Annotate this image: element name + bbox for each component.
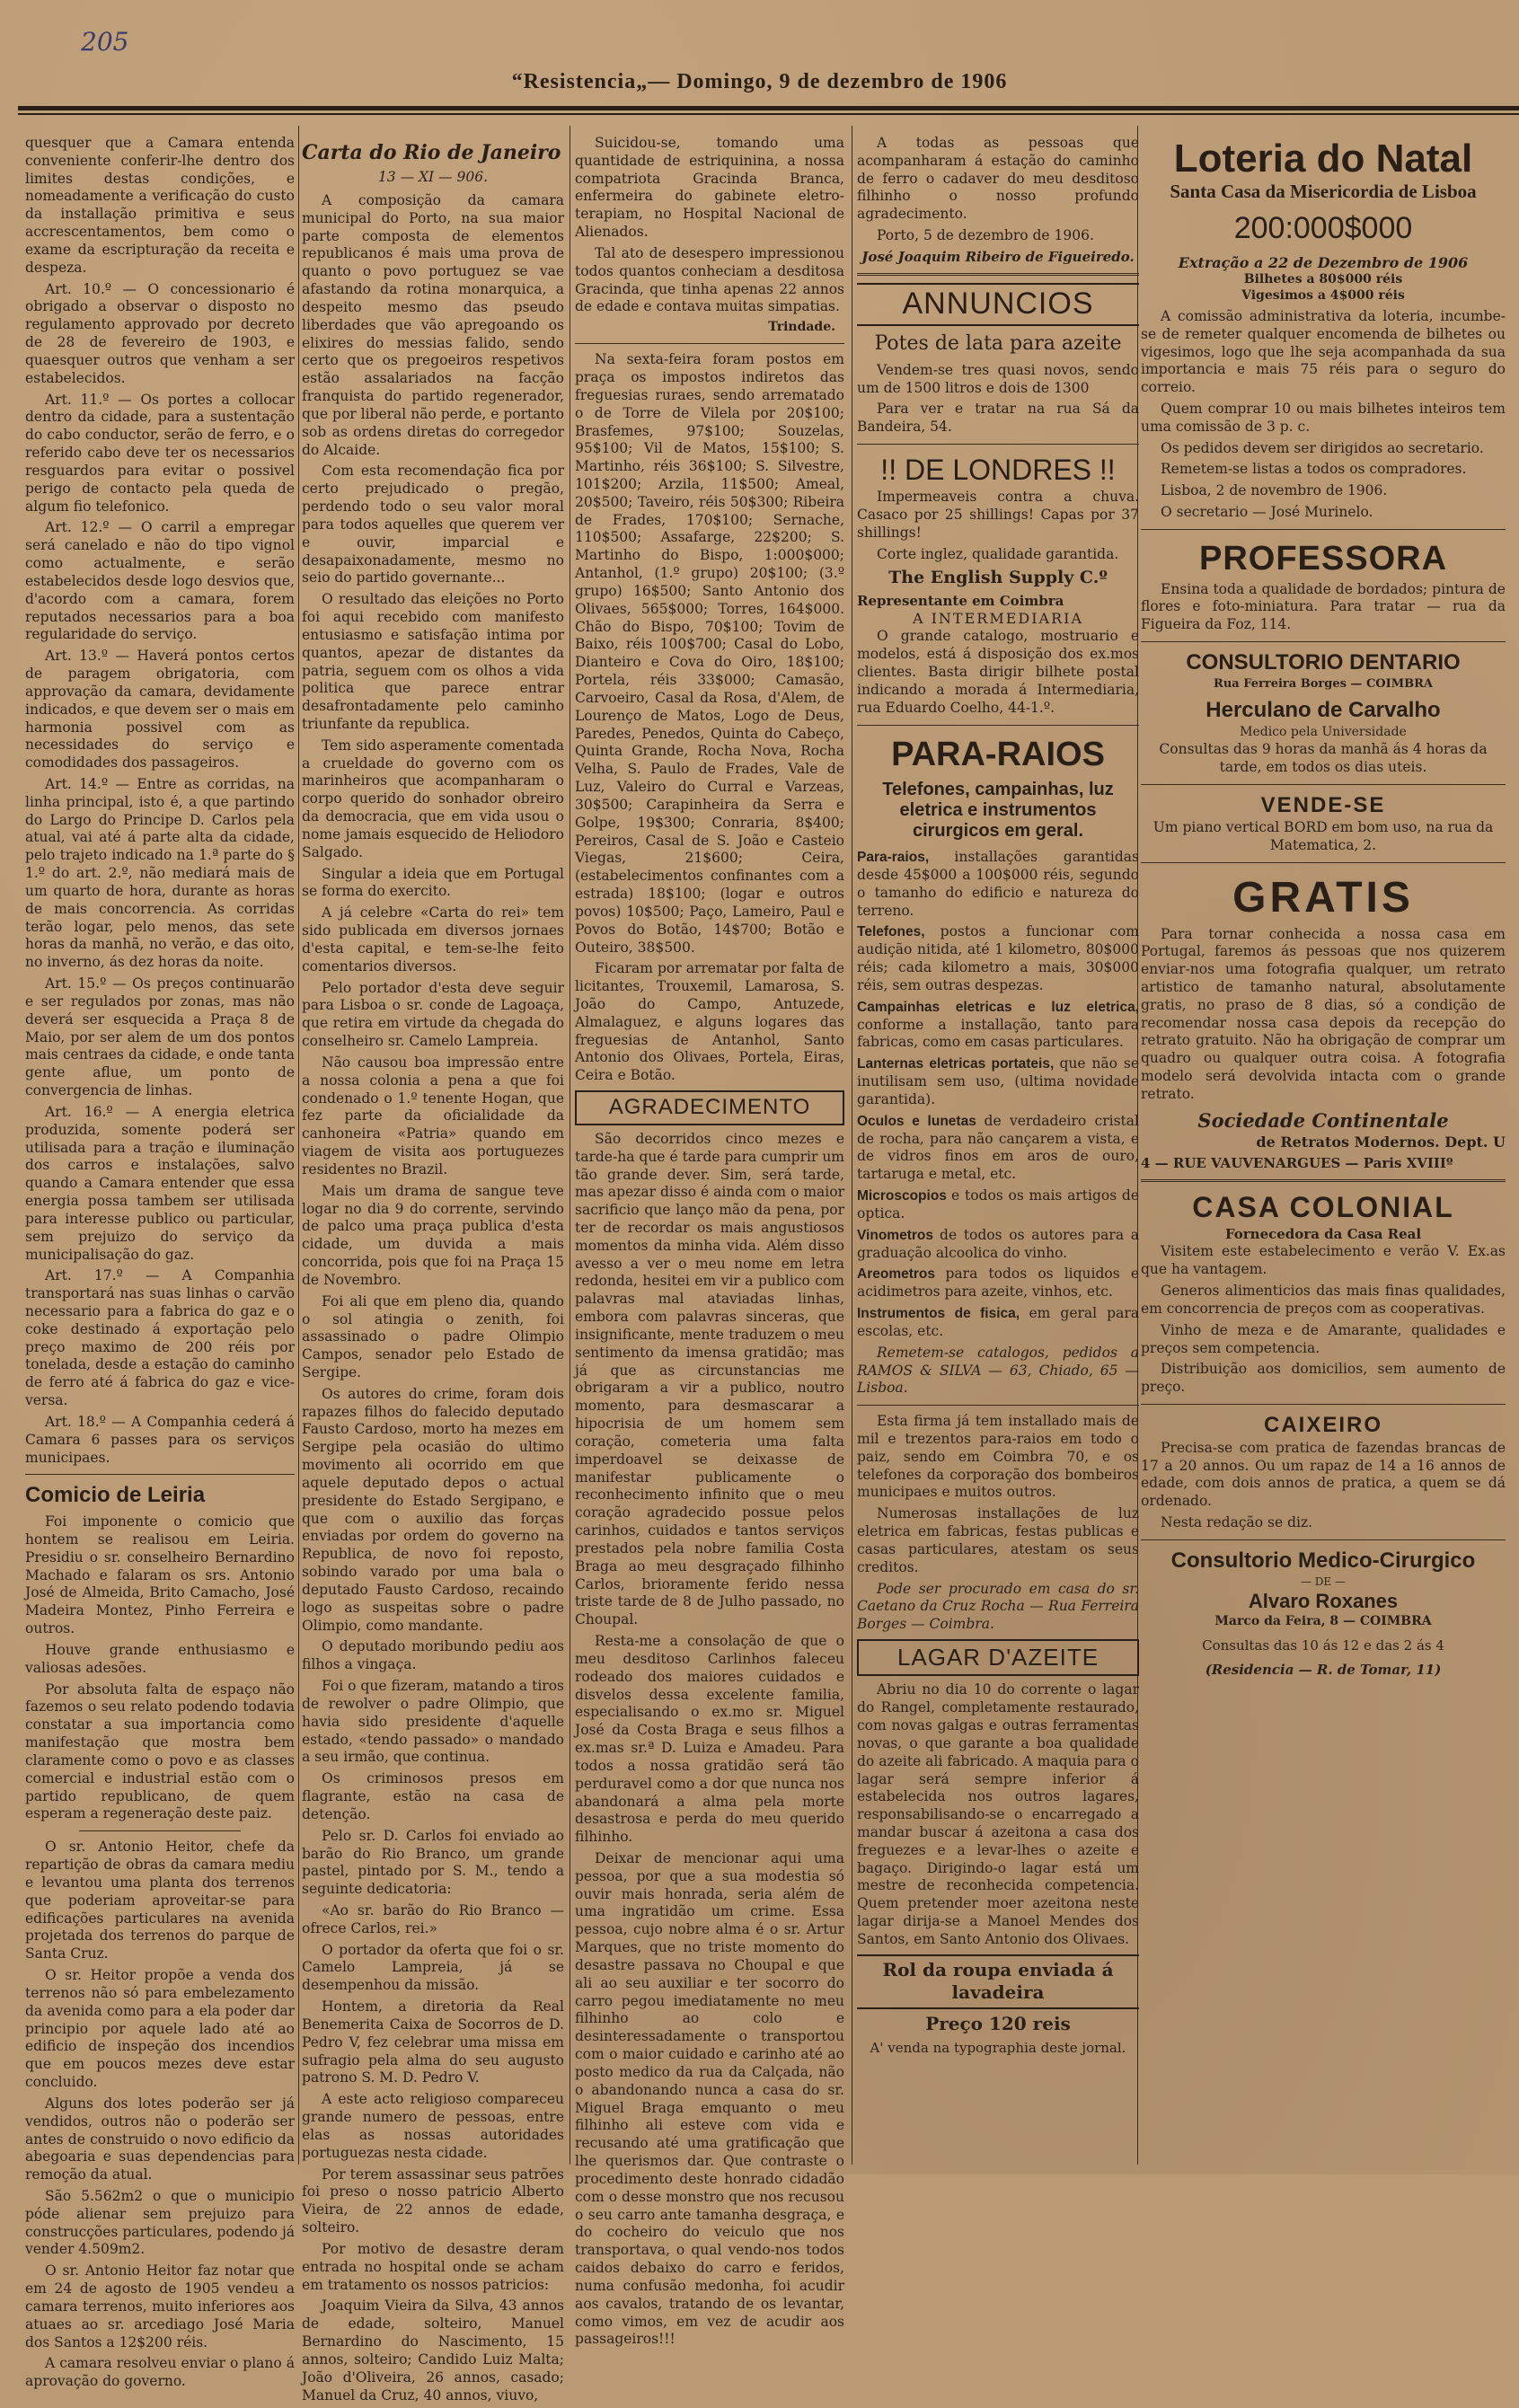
paragraph: São 5.562m2 o que o municipio póde alienar sem prejuizo para construcções particulares, podendo já vender 4.509m2. [25,2187,295,2258]
separator [857,725,1139,726]
gratis-title: GRATIS [1232,874,1414,922]
para-raios-item-key: Para-raios, [857,850,955,866]
paragraph: Tem sido asperamente comentada a crueldade do governo com os marinheiros que acompanharam o corpo querido do sonhador obreiro da democracia, que em vida usou o nome jamais esquecido de Heliodoro Salgado. [302,737,564,860]
para-raios-item-text: conforme a installação, tanto para fabricas, como em casas particulares. [857,1016,1139,1051]
paragraph: A já celebre «Carta do rei» tem sido publicada em diversos jornaes d'esta capital, e tem-se-lhe feito comentarios diversos. [302,904,564,975]
paragraph: A este acto religioso compareceu grande numero de pessoas, entre elas as nossas autoridades portuguezas nesta cidade. [302,2091,564,2161]
separator [1141,862,1506,863]
paragraph: Não causou boa impressão entre a nossa colonia a pena a que foi condenado o 1.º tenente Hogan, que fez parte da oficialidade da canhoneira «Patria» quando em viagem de visita aos portuguezes residentes no Brazil. [302,1054,564,1178]
para-raios-item-key: Campainhas eletricas e luz eletrica, [857,999,1139,1015]
masthead: “Resistencia„— Domingo, 9 de dezembro de 1906 [511,70,1008,93]
caixeiro-title: CAIXEIRO [1263,1413,1382,1438]
paragraph: Com esta recomendação fica por certo prejudicado o pregão, perdendo todo o seu valor moral para todos aquelles que querem ver e ouvir, imparcial e desapaixonadamente, mesmo no seio do partido governante... [302,463,564,587]
column-4 [857,135,1139,2057]
company-name: Sociedade Continentale [1197,1108,1449,1132]
handwritten-note: 205 [81,27,129,57]
para-raios-item [857,1227,1139,1263]
separator [1141,1539,1506,1540]
paragraph: Art. 17.º — A Companhia transportará nas suas linhas o carvão necessario para a fabrica do gaz e o coke destinado á exportação pelo preço maximo de 200 réis por tonelada, desde a estação do caminho de ferro até á fabrica do gaz e vice-versa. [25,1267,295,1409]
paragraph: Art. 12.º — O carril a empregar será canelado e não do tipo vignol como actualmente, e serão estabelecidos desde logo desvios que, d'acordo com a camara, forem reputados necessarios para a boa regularidade do serviço. [25,519,295,643]
paragraph: Quem comprar 10 ou mais bilhetes inteiros tem uma comissão de 3 p. c. [1141,401,1506,435]
separator [1141,784,1506,785]
ad-brand: A INTERMEDIARIA [912,609,1084,627]
paragraph: Um piano vertical BORD em bom uso, na rua da Matematica, 2. [1152,819,1494,854]
paragraph: Os criminosos presos em flagrante, estão na casa de detenção. [302,1770,564,1822]
ad-brand: The English Supply C.º [888,568,1108,588]
ad-note: A' venda na typographia deste jornal. [870,2039,1126,2056]
paragraph: O sr. Heitor propõe a venda dos terrenos não só para embelezamento da avenida como para a ela poder dar principio por aquele lado até ao edificio de inspeção dos incendios que em poucos mezes deve estar concluido. [25,1967,295,2091]
ad-subtitle: Telefones, campainhas, luz eletrica e instrumentos cirurgicos em geral. [882,780,1114,842]
paragraph: Pelo portador d'esta deve seguir para Lisboa o sr. conde de Lagoaça, que retira em virtude da chegada do conselheiro sr. Camelo Lampreia. [302,979,564,1050]
paragraph: Hontem, a diretoria da Real Benemerita Caixa de Socorros de D. Pedro V, fez celebrar uma missa em sufragio pela alma do seu augusto patrono S. M. D. Pedro V. [302,1998,564,2086]
para-raios-item-key: Lanternas eletricas portateis, [857,1056,1060,1072]
consultorio-title: CONSULTORIO DENTARIO [1186,650,1461,675]
para-raios-item-text: postos a funcionar com audição nitida, até 1 kilometro, 80$000 réis; cada kilometro a mais, 30$000 réis, sem outras despezas. [857,923,1139,993]
paragraph: Na sexta-feira foram postos em praça os impostos indiretos das freguesias ruraes, sendo arrematado o de Torre de Vilela por 20$100; Brasfemes, 97$100; Souzelas, 95$100; Vil de Matos, 15$100; S. Martinho, réis 36$100; S. Silvestre, 101$200; Arzila, 11$500; Ameal, 20$500; Taveiro, réis 50$300; Ribeira de Frades, 170$100; Sernache, 110$500; Assafarge, 22$200; S. Martinho do Bispo, 1:000$000; Antanhol, (1.º grupo) 20$100; (3.º grupo) 16$500; Santo Antonio dos Olivaes, 565$000; Torres, 164$000. Chão do Bispo, 70$100; Tovim de Baixo, réis 100$700; Casal do Lobo, Dianteiro e Cova do Oiro, 18$100; Portela, réis 33$000; Camasão, Carvoeiro, Casal da Rosa, d'Alem, de Lourenço de Matos, Logo de Deus, Paredes, Penedos, Quinta do Cabeço, Quinta Grande, Rocha Nova, Rocha Velha, S. Paulo de Frades, Vale de Luz, Valeiro do Curral e Varzeas, 30$500; Carapinheira da Serra e Golpe, 19$300; Conraria, 8$400; Pereiros, Casal de S. João e Casteio Viegas, 21$600; Ceira, (estabelecimentos confinantes com a estrada) 18$100; (logar e outros povos) 10$500; Paço, Lameiro, Paul e Povos do Botão, 14$700; Botão e Outeiro, 38$500. [575,351,844,956]
paragraph: Art. 10.º — O concessionario é obrigado a observar o disposto no regulamento approvado por decreto de 28 de fevereiro de 1903, e quaesquer outros que venham a ser estabelecidos. [25,280,295,386]
paragraph: Remetem-se catalogos, pedidos a RAMOS & SILVA — 63, Chiado, 65 — Lisboa. [857,1344,1139,1397]
paragraph: A composição da camara municipal do Porto, na sua maior parte composta de elementos republicanos é mais uma prova de quanto o povo portuguez se vae afastando da rotina monarquica, a despeito mesmo das pseudo liberdades que vão apregoando os elixires do messias falido, sendo certo que os pregoeiros respetivos estão assalariados na facção franquista do partido regenerador, que por liberal não perde, e portanto sob as ordens diretas do corregedor do Alcaide. [302,191,564,458]
paragraph: Resta-me a consolação de que o meu desditoso Carlinhos faleceu rodeado dos maiores cuidados e disvelos dessa excelente familia, especialisando o ex.mo sr. Miguel José da Costa Braga e seus filhos a ex.mas sr.ª D. Luiza e Amadeu. Para todos a nossa gratidão será tão perduravel como a dor que nunca nos abandonará a alma pela morte desastrosa e perda do meu querido filhinho. [575,1633,844,1846]
paragraph: Singular a ideia que em Portugal se forma do exercito. [302,865,564,900]
loteria-title: Loteria do Natal [1173,137,1473,181]
paragraph: Ensina toda a qualidade de bordados; pintura de flores e foto-miniatura. Para tratar — rua da Figueira da Foz, 114. [1141,580,1506,633]
separator [857,444,1139,445]
para-raios-item [857,1266,1139,1301]
paragraph: Abriu no dia 10 do corrente o lagar do Rangel, completamente restaurado, com novas galgas e outras ferramentas novas, o que garante a boa qualidade do azeite ali fabricado. A maquia para o lagar será sempre inferior á estabelecida nos outros lagares, responsabilisando-se o encarregado a mandar buscar á azeitona a casa dos freguezes e a levar-lhes o azeite e bagaço. Dirigindo-o lagar está um mestre de reconhecida competencia. Quem pretender moer azeitona neste lagar dirija-se a Manoel Mendes dos Santos, em Santo Antonio dos Olivaes. [857,1681,1139,1947]
para-raios-item-key: Telefones, [857,924,941,940]
company-dept: de Retratos Modernos. Dept. U [1256,1133,1506,1151]
paragraph: Impermeaveis contra a chuva. Casaco por 25 shillings! Capas por 37 shillings! [857,489,1139,541]
loteria-price: Bilhetes a 80$000 réis [1243,272,1403,287]
para-raios-item-key: Areometros [857,1266,946,1283]
paragraph: Por terem assassinar seus patrões foi preso o nosso patricio Alberto Vieira, de 22 annos de edade, solteiro. [302,2165,564,2236]
column-1 [25,135,295,2395]
paragraph: Vendem-se tres quasi novos, sendo um de 1500 litros e dois de 1300 [857,361,1139,396]
para-raios-item [857,1113,1139,1184]
paragraph: A camara resolveu enviar o plano á aprovação do governo. [25,2355,295,2390]
paragraph: Consultas das 9 horas da manhã ás 4 horas da tarde, em todos os dias uteis. [1159,741,1488,775]
vende-title: VENDE-SE [1260,792,1386,817]
paragraph: quesquer que a Camara entenda conveniente conferir-lhe dentro dos limites destas condições, e nomeadamente a verificação do custo da installação primitiva e seus accrescentamentos, bem como o exame da escripturação da receita e despeza. [25,135,295,276]
para-raios-item-key: Oculos e lunetas [857,1113,985,1129]
lagar-title: LAGAR D'AZEITE [857,1639,1139,1676]
para-raios-item [857,1055,1139,1108]
paragraph: A comissão administrativa da loteria, incumbe-se de remeter qualquer encomenda de bilhetes ou vigesimos, logo que lhe seja acompanhada da sua importancia e mais 75 réis para o seguro do correio. [1141,307,1506,396]
paragraph: O grande catalogo, mostruario e modelos, está á disposição dos ex.mos clientes. Basta dirigir bilhete postal indicando a morada á Intermediaria, rua Eduardo Coelho, 44-1.º. [857,628,1139,716]
paragraph: Tal ato de desespero impressionou todos quantos conheciam a desditosa Gracinda, que tinha apenas 22 annos de edade e contava muitas simpatias. [575,244,844,315]
para-raios-item-key: Vinometros [857,1227,941,1243]
header-rule-thin [18,113,1519,115]
loteria-price: Vigesimos a 4$000 réis [1241,287,1405,303]
paragraph: Por absoluta falta de espaço não fazemos o seu relato podendo todavia constatar a sua importancia como manifestação que mostra bem claramente como o povo e as classes comercial e industrial estão com o partido republicano, de quem esperam a regeneração deste paiz. [25,1680,295,1822]
paragraph: O deputado moribundo pediu aos filhos a vingaça. [302,1638,564,1673]
casa-colonial-subtitle: Fornecedora da Casa Real [1224,1226,1422,1243]
separator [1141,641,1506,642]
para-raios-item-text: de todos os autores para a graduação alcoolica do vinho. [857,1226,1139,1261]
signature: Trindade. [768,320,835,335]
paragraph: Art. 13.º — Haverá pontos certos de paragem obrigatoria, com approvação da camara, devidamente indicados, e que devem ser o mais em harmonia possivel com as necessidades do serviço e comodidades dos passageiros. [25,648,295,772]
paragraph: Mais um drama de sangue teve logar no dia 9 do corrente, servindo de palco uma praça publica d'esta cidade, um duvida a mais concorrida, pois que foi na Praça 15 de Novembro. [302,1182,564,1288]
paragraph: O sr. Antonio Heitor faz notar que em 24 de agosto de 1905 vendeu a camara terrenos, muito inferiores aos atuaes ao sr. arcediago José Maria dos Santos a 12$200 réis. [25,2262,295,2351]
paragraph: Por motivo de desastre deram entrada no hospital onde se acham em tratamento os nossos patricios: [302,2240,564,2293]
paragraph: Foi imponente o comicio que hontem se realisou em Leiria. Presidiu o sr. conselheiro Bernardino Machado e falaram os srs. Antonio José de Almeida, Brito Camacho, José Madeira Montez, Pinho Ferreira e outros. [25,1513,295,1637]
paragraph: Lisboa, 2 de novembro de 1906. [1161,482,1388,499]
paragraph: Os pedidos devem ser dirigidos ao secretario. [1161,439,1484,456]
para-raios-item-text: de verdadeiro cristal de rocha, para não cançarem a vista, e de vidros finos em aros de ouro, tartaruga e metal, etc. [857,1112,1139,1183]
paragraph: Suicidou-se, tomando uma quantidade de estriquinina, a nossa compatriota Gracinda Branca, enfermeira do gabinete eletro-terapiam, no Hospital Nacional de Alienados. [575,135,844,241]
article-title: Carta do Rio de Janeiro [302,141,561,164]
medico-name: Alvaro Roxanes [1248,1590,1399,1613]
para-raios-item-text: que não se inutilisam sem uso, (ultima novidade garantida). [857,1055,1139,1107]
paragraph: Art. 18.º — A Companhia cederá á Camara 6 passes para os serviços municipaes. [25,1413,295,1466]
paragraph: Numerosas installações de luz eletrica em fabricas, festas publicas e casas particulares, atestam os seus creditos. [857,1505,1139,1575]
paragraph: «Ao sr. barão do Rio Branco — ofrece Carlos, rei.» [302,1902,564,1936]
para-raios-item [857,1187,1139,1223]
paragraph: Para tornar conhecida a nossa casa em Portugal, faremos ás pessoas que nos quizerem enviar-nos uma fotografia qualquer, um retrato artistico de tamanho natural, absolutamente gratis, no praso de 8 dias, só a condição de recomendar nossa casa depois da recepção do retrato gratuito. Não ha obrigação de comprar um quadro ou qualquer outra coisa. A fotografia modelo será devolvida intacta com o grande retrato. [1141,925,1506,1102]
separator [1141,529,1506,530]
paragraph: Alguns dos lotes poderão ser já vendidos, outros não o poderão ser antes de construido o novo edificio da abegoaria e suas dependencias para remoção da atual. [25,2095,295,2183]
separator [79,1830,241,1831]
article-title: Comicio de Leiria [25,1483,206,1508]
paragraph: Art. 15.º — Os preços continuarão e ser regulados por zonas, mas não deverá ser esquecida a Praça 8 de Maio, por ser alem de um dos pontos mais centraes da cidade, e onde tanta gente aflue, um ponto de convergencia de linhas. [25,975,295,1099]
consultorio-address: Rua Ferreira Borges — COIMBRA [1214,676,1433,691]
para-raios-item-key: Microscopios [857,1188,952,1204]
para-raios-item [857,923,1139,994]
paragraph: O portador da oferta que foi o sr. Camelo Lampreia, já se desempenhou da missão. [302,1941,564,1994]
paragraph: Pode ser procurado em casa do sr. Caetano da Cruz Rocha — Rua Ferreira Borges — Coimbra. [857,1580,1139,1633]
annuncios-title: ANNUNCIOS [857,283,1139,326]
paragraph: O secretario — José Murinelo. [1161,504,1373,521]
medico-address: Marco da Feira, 8 — COIMBRA [1214,1614,1432,1629]
para-raios-item [857,1305,1139,1341]
para-raios-item-text: e todos os mais artigos de optica. [857,1187,1140,1222]
paragraph: Nesta redação se diz. [1161,1514,1313,1531]
para-raios-item-text: para todos os liquidos e acidimetros para azeite, vinhos, etc. [857,1266,1139,1301]
doctor-title: Medico pela Universidade [1240,725,1407,740]
doctor-name: Herculano de Carvalho [1205,698,1441,723]
paragraph: Pelo sr. D. Carlos foi enviado ao barão do Rio Branco, um grande pastel, pintado por S. M., tendo a seguinte dedicatoria: [302,1827,564,1898]
column-divider [298,126,299,2165]
ad-title: !! DE LONDRES !! [880,454,1116,487]
paragraph: A todas as pessoas que acompanharam á estação do caminho de ferro o cadaver do meu desditoso filhinho o nosso profundo agradecimento. [857,135,1139,223]
loteria-prize: 200:000$000 [1233,211,1413,246]
paragraph: Precisa-se com pratica de fazendas brancas de 17 a 20 annos. Ou um rapaz de 14 a 16 annos de edade, com dois annos de pratica, a quem se dá ordenado. [1141,1439,1506,1510]
para-raios-item [857,849,1139,920]
company-address: 4 — RUE VAUVENARGUES — Paris XVIIIº [1141,1155,1453,1172]
agradecimento-title: AGRADECIMENTO [575,1090,844,1125]
paragraph: Para ver e tratar na rua Sá da Bandeira, 54. [857,401,1139,436]
paragraph: Remetem-se listas a todos os compradores. [1161,461,1467,478]
paragraph: Foi ali que em pleno dia, quando o sol atingia o zenith, foi assassinado o padre Olimpio Campos, senador pelo Estado de Sergipe. [302,1292,564,1380]
separator [857,1405,1139,1406]
ad-subtitle: Representante em Coimbra [857,592,1064,609]
paragraph: Ficaram por arrematar por falta de licitantes, Trouxemil, Lamarosa, S. João do Campo, Antuzede, Almalaguez, e alguns logares das freguesias de Antanhol, Santo Antonio dos Olivaes, Portela, Eiras, Ceira e Botão. [575,960,844,1084]
paragraph: São decorridos cinco mezes e tarde-ha que é tarde para cumprir um tão grande dever. Sim, será tarde, mas apezar disso é ainda com o maior sacrificio que lanço mão da pena, por ter de recordar os mais angustiosos momentos da minha vida. Além disso avesso a ver o meu nome em letra redonda, hesitei em vir a publico com palavras mal ataviadas linhas, embora com palavras sinceras, que insignificante, mente traduzem o meu sentimento da imensa gratidão; mas já que as circunstancias me obrigaram a vir a publico, noutro momento, para desmascarar a hipocrisia de um homem sem coração, cometeria uma falta imperdoavel se deixasse de manifestar publicamente o reconhecimento infinito que o meu coração agradecido possue pelos carinhos, cuidados e tantos serviços prestados pela nobre familia Costa Braga ao meu desgraçado filhinho Carlos, brioramente ferido nessa triste tarde de 8 de Julho passado, no Choupal. [575,1130,844,1628]
casa-colonial-title: CASA COLONIAL [1192,1191,1454,1224]
paragraph: O sr. Antonio Heitor, chefe da repartição de obras da camara mediu e levantou uma planta dos terrenos que poderiam aproveitar-se para edificações particulares na avenida projetada dos terrenos do parque de Santa Cruz. [25,1839,295,1963]
paragraph: Art. 11.º — Os portes a collocar dentro da cidade, para a sustentação do cabo conductor, serão de ferro, e o referido cabo deve ter os necessarios resguardos para evitar o possivel perigo de contacto pela queda de algum fio telefonico. [25,391,295,515]
professora-title: PROFESSORA [1198,539,1448,578]
medico-hours: Consultas das 10 ás 12 e das 2 ás 4 [1202,1637,1444,1654]
separator [1141,1179,1506,1182]
separator [575,343,844,344]
paragraph: Corte inglez, qualidade garantida. [877,545,1119,562]
ad-title: PARA-RAIOS [891,735,1105,773]
paragraph: Houve grande enthusiasmo e valiosas adesões. [25,1641,295,1676]
para-raios-item-key: Instrumentos de fisica, [857,1306,1029,1322]
para-raios-item-text: installações garantidas desde 45$000 a 100$000 réis, segundo o tamanho do edificio e natureza do terreno. [857,849,1139,919]
separator [1141,1404,1506,1405]
paragraph: Vinho de meza e de Amarante, qualidades e preços sem competencia. [1141,1321,1506,1356]
paragraph: Distribuição aos domicilios, sem aumento de preço. [1141,1361,1506,1396]
paragraph: Generos alimenticios das mais finas qualidades, em concorrencia de preços com as cooperativas. [1141,1283,1506,1317]
header-rule [18,106,1519,110]
paragraph: Joaquim Vieira da Silva, 43 annos de edade, solteiro, Manuel Bernardino do Nascimento, 15 annos, solteiro; Candido Luiz Malta; João d'Oliveira, 26 annos, casado; Manuel da Cruz, 40 annos, viuvo, [302,2298,564,2404]
para-raios-item [857,999,1139,1052]
separator [857,273,1139,276]
ad-price: Preço 120 reis [925,2012,1071,2034]
para-raios-item-text: em geral para escolas, etc. [857,1305,1139,1339]
paragraph: Esta firma já tem installado mais de mil e trezentos para-raios em todo o paiz, sendo em Coimbra 70, e os telefones da corporação dos bombeiros municipaes e muitos outros. [857,1413,1139,1501]
separator [25,1474,295,1475]
medico-title: Consultorio Medico-Cirurgico [1170,1548,1476,1573]
paragraph: Foi o que fizeram, matando a tiros de rewolver o padre Olimpio, que havia sido presidente d'aquelle estado, «tendo passado» o mandado a seu irmão, que continua. [302,1678,564,1766]
paragraph: Art. 14.º — Entre as corridas, na linha principal, isto é, a que partindo do Largo do Principe D. Carlos pela atual, vai até á parte alta da cidade, pelo trajeto indicado na 1.ª parte do § 1.º do art. 2.º, não mediará mais de um quarto de hora, durante as horas de mais concorrencia. As corridas terão logar, pelo menos, das sete horas da manhã, no verão, e das oito, no inverno, ás dez horas da noite. [25,775,295,971]
paragraph: Visitem este estabelecimento e verão V. Ex.as que ha vantagem. [1141,1243,1506,1278]
signature: José Joaquim Ribeiro de Figueiredo. [861,248,1135,265]
loteria-subtitle: Santa Casa da Misericordia de Lisboa [1170,181,1477,203]
paragraph: O resultado das eleições no Porto foi aqui recebido com manifesto entusiasmo e satisfação intima por quantos, apezar de distantes da patria, seguem com os olhos a vida politica que parece entrar desafrontadamente pelo caminho triunfante da republica. [302,591,564,732]
para-raios-list [857,849,1139,1341]
medico-de: — DE — [1300,1574,1346,1588]
paragraph: Deixar de mencionar aqui uma pessoa, por que a sua modestia só ouvir mais honrada, seria além de uma ingratidão um crime. Essa pessoa, cujo nobre alma é o sr. Artur Marques, que no triste momento do desastre passava no Choupal e que ali ao seu auxiliar e ter socorro do carro pegou imediatamente no meu filhinho ao colo e desinteressadamente o transportou com o maior cuidado e carinho até ao posto medico da rua da Calçada, não o abandonando nunca a casa do sr. Miguel Braga emquanto o meu filhinho ali esteve com vida e recusando até uma gratificação que lhe querismos dar. Que contraste o procedimento deste honrado cidadão com o desse monstro que nos recusou o seu carro ante tamanha desgraça, e do cocheiro do veiculo que nos transportava, o qual vendo-nos todos caidos debaixo do carro e feridos, numa confusão medonha, foi acudir aos cavalos, tratando de os levantar, como vimos, em vez de acudir aos passageiros!!! [575,1849,844,2348]
ad-title: Potes de lata para azeite [874,331,1122,355]
column-3 [575,135,844,2352]
column-5 [1141,135,1506,1679]
medico-residencia: (Residencia — R. de Tomar, 11) [1205,1662,1442,1679]
loteria-date: Extração a 22 de Dezembro de 1906 [1178,253,1469,271]
column-2 [302,135,564,2408]
ad-title: Rol da roupa enviada á lavadeira [857,1954,1139,2009]
paragraph: Porto, 5 de dezembro de 1906. [877,227,1094,244]
paragraph: Art. 16.º — A energia eletrica produzida, somente poderá ser utilisada para a tração e iluminação dos carros e instalações, salvo quando a Camara entender que essa energia possa tambem ser utilisada para interesse publico ou particular, sem prejuizo do serviço da municipalisação do gaz. [25,1103,295,1263]
paragraph: Os autores do crime, foram dois rapazes filhos do falecido deputado Fausto Cardoso, morto ha mezes em Sergipe pela ocasião do ultimo movimento ali ocorrido em que aquele deputado depos o actual presidente do Estado Sergipano, e que com o auxilio das forças enviadas por ordem do governo na Republica, de novo foi reposto, sobindo varado por uma bala o deputado Fausto Cardoso, recaindo logo as suspeitas sobre o padre Olimpio, como mandante. [302,1385,564,1634]
article-date: 13 — XI — 906. [377,169,489,186]
